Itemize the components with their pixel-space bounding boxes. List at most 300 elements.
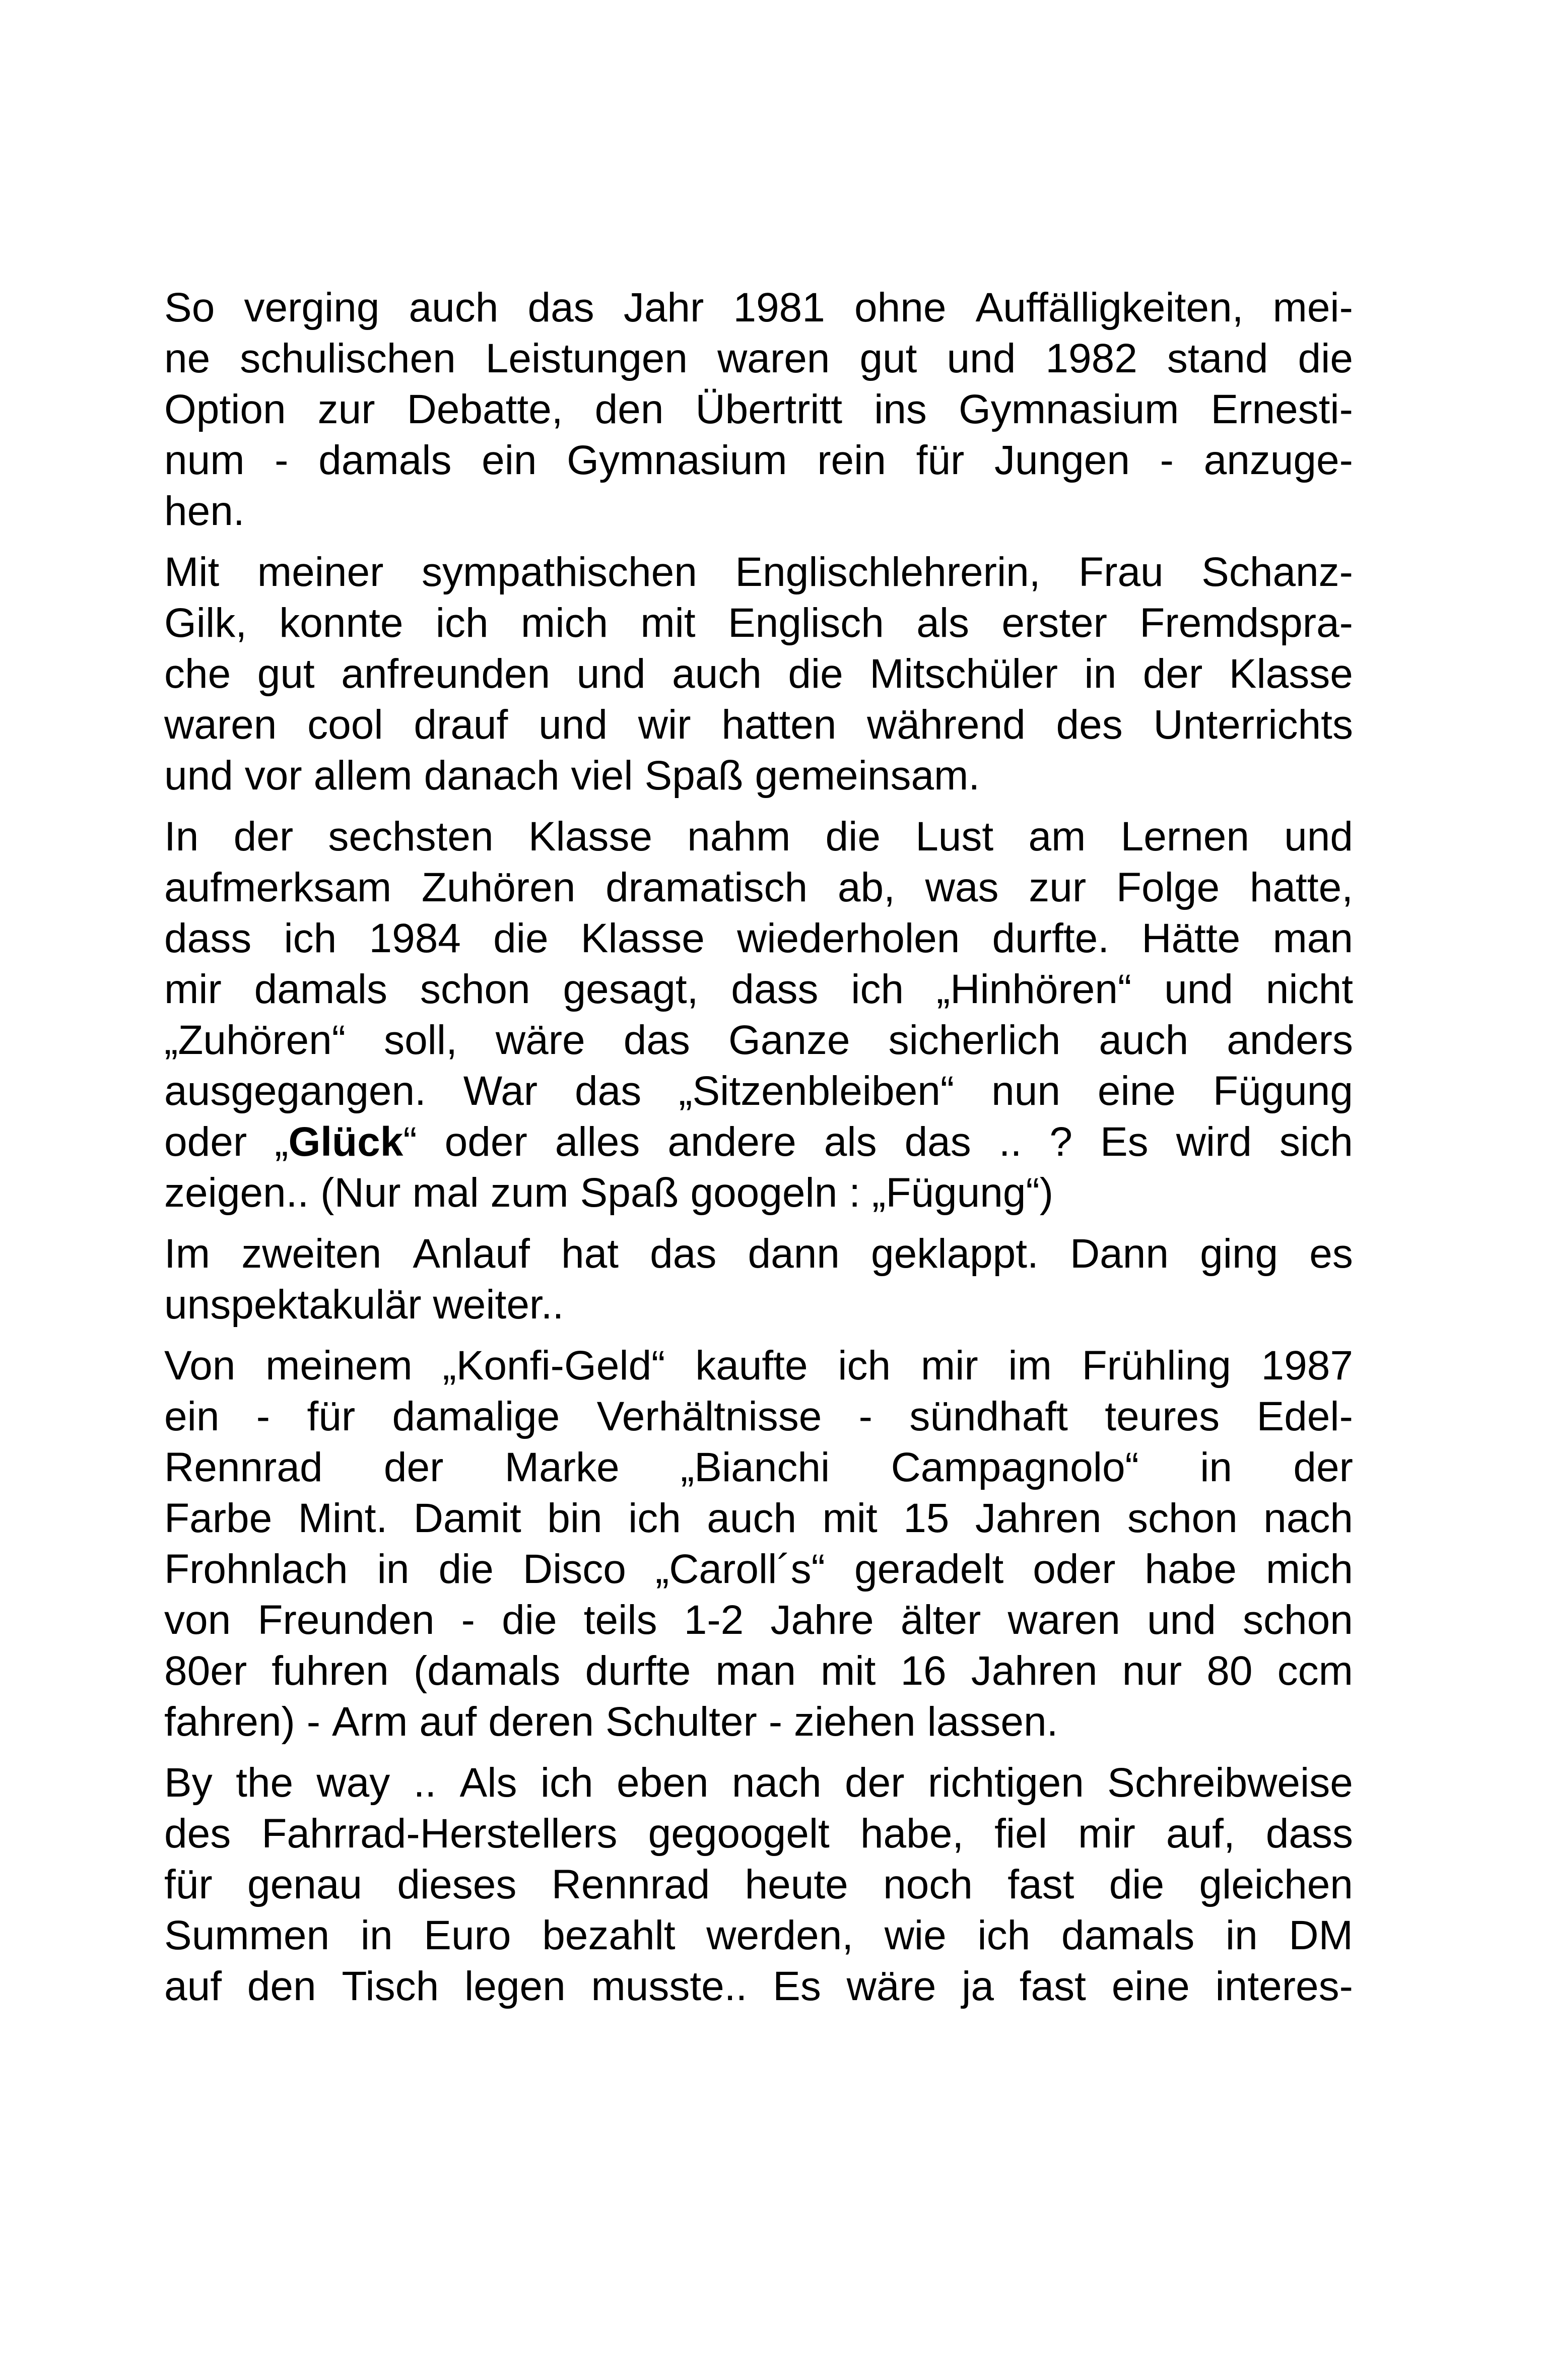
text-line bbox=[164, 1544, 1353, 1595]
word: die bbox=[502, 1597, 557, 1643]
word: der bbox=[383, 1444, 444, 1490]
word: waren bbox=[717, 336, 830, 381]
word: und bbox=[947, 336, 1016, 381]
word: - bbox=[768, 1699, 783, 1745]
word: viel bbox=[571, 753, 633, 799]
word: gleichen bbox=[1199, 1862, 1353, 1907]
word: oder bbox=[1033, 1546, 1116, 1592]
word: waren bbox=[164, 702, 277, 748]
text-line bbox=[164, 1391, 1353, 1442]
word: che bbox=[164, 651, 231, 697]
word: Fahrrad-Herstellers bbox=[261, 1811, 618, 1857]
text-line bbox=[164, 913, 1353, 964]
word: dieses bbox=[397, 1862, 517, 1907]
word: nur bbox=[1122, 1648, 1182, 1694]
word: DM bbox=[1289, 1912, 1353, 1958]
word: der bbox=[1293, 1444, 1353, 1490]
word: Rennrad bbox=[551, 1862, 710, 1907]
word: sicherlich bbox=[888, 1017, 1061, 1063]
text-line bbox=[164, 750, 1353, 801]
word: und bbox=[164, 753, 233, 799]
word: Summen bbox=[164, 1912, 330, 1958]
word: man bbox=[715, 1648, 796, 1694]
text-line bbox=[164, 1116, 1353, 1167]
word: legen bbox=[464, 1963, 566, 2009]
word: - bbox=[858, 1394, 872, 1439]
word: habe, bbox=[860, 1811, 964, 1857]
word: Es bbox=[1100, 1119, 1149, 1165]
word: Frau bbox=[1079, 549, 1164, 595]
word: Lust bbox=[915, 814, 994, 860]
word: damals bbox=[254, 966, 387, 1012]
word: rein bbox=[817, 437, 886, 483]
word: Schulter bbox=[605, 1699, 757, 1745]
word: dass bbox=[731, 966, 819, 1012]
word: Dann bbox=[1069, 1231, 1169, 1277]
word: eine bbox=[1111, 1963, 1190, 2009]
word: kaufte bbox=[695, 1343, 808, 1389]
word: nach bbox=[1263, 1495, 1353, 1541]
word: soll, bbox=[384, 1017, 457, 1063]
word: Freunden bbox=[257, 1597, 435, 1643]
word: sympathischen bbox=[421, 549, 697, 595]
word: danach bbox=[424, 753, 560, 799]
word: sündhaft bbox=[909, 1394, 1068, 1439]
word: der bbox=[233, 814, 294, 860]
word: Englisch bbox=[727, 600, 884, 646]
word: Mint. bbox=[298, 1495, 388, 1541]
word: zeigen.. bbox=[164, 1170, 309, 1216]
word: 80 bbox=[1206, 1648, 1253, 1694]
word: zur bbox=[1029, 865, 1087, 910]
word: Spaß bbox=[644, 753, 744, 799]
word: in bbox=[377, 1546, 410, 1592]
word: es bbox=[1309, 1231, 1353, 1277]
word: habe bbox=[1145, 1546, 1237, 1592]
word: - bbox=[306, 1699, 321, 1745]
word: Option bbox=[164, 386, 286, 432]
word: den bbox=[247, 1963, 316, 2009]
word: 1982 bbox=[1045, 336, 1137, 381]
word: fast bbox=[1019, 1963, 1086, 2009]
word: dramatisch bbox=[606, 865, 808, 910]
word: durfte. bbox=[992, 915, 1110, 961]
word: Als bbox=[459, 1760, 517, 1806]
word: Klasse bbox=[580, 915, 705, 961]
word: geradelt bbox=[854, 1546, 1004, 1592]
word: älter bbox=[900, 1597, 981, 1643]
word: ich bbox=[540, 1760, 593, 1806]
word: .. bbox=[998, 1119, 1022, 1165]
word: 80er bbox=[164, 1648, 247, 1694]
word: 1-2 bbox=[684, 1597, 744, 1643]
word: mei- bbox=[1272, 285, 1353, 330]
word: vor bbox=[244, 753, 302, 799]
paragraph-3 bbox=[164, 811, 1353, 1218]
word: für bbox=[916, 437, 965, 483]
word: bin bbox=[547, 1495, 602, 1541]
word: cool bbox=[307, 702, 383, 748]
word: fuhren bbox=[272, 1648, 389, 1694]
word: das bbox=[575, 1068, 642, 1114]
word: teils bbox=[583, 1597, 657, 1643]
word: Übertritt bbox=[695, 386, 843, 432]
word: meiner bbox=[257, 549, 384, 595]
word: Campagnolo“ bbox=[891, 1444, 1139, 1490]
paragraph-1 bbox=[164, 282, 1353, 537]
word: anfreunden bbox=[341, 651, 551, 697]
word: mir bbox=[920, 1343, 978, 1389]
word: ich bbox=[628, 1495, 681, 1541]
word: ich bbox=[838, 1343, 891, 1389]
word: nun bbox=[991, 1068, 1060, 1114]
word: auf bbox=[164, 1963, 222, 2009]
word: gemeinsam. bbox=[755, 753, 980, 799]
word: wäre bbox=[495, 1017, 585, 1063]
word: way bbox=[316, 1760, 390, 1806]
text-line bbox=[164, 1757, 1353, 1808]
word: damalige bbox=[392, 1394, 560, 1439]
word: konnte bbox=[279, 600, 403, 646]
word: die bbox=[825, 814, 881, 860]
text-line bbox=[164, 384, 1353, 435]
word: als bbox=[824, 1119, 877, 1165]
word: „Bianchi bbox=[680, 1444, 830, 1490]
word: und bbox=[1284, 814, 1353, 860]
text-line bbox=[164, 1015, 1353, 1066]
word: oder bbox=[444, 1119, 527, 1165]
word: ziehen bbox=[794, 1699, 916, 1745]
word: sechsten bbox=[328, 814, 494, 860]
word: Jahre bbox=[770, 1597, 874, 1643]
word: interes- bbox=[1215, 1963, 1353, 2009]
word: erster bbox=[1001, 600, 1107, 646]
word: deren bbox=[488, 1699, 594, 1745]
word: Frohnlach bbox=[164, 1546, 348, 1592]
word: schon bbox=[420, 966, 530, 1012]
word: schon bbox=[1127, 1495, 1238, 1541]
word: noch bbox=[883, 1862, 973, 1907]
word: ohne bbox=[854, 285, 947, 330]
word: die bbox=[493, 915, 549, 961]
word: wiederholen bbox=[737, 915, 960, 961]
word: (Nur bbox=[320, 1170, 401, 1216]
word: in bbox=[1225, 1912, 1258, 1958]
word: gesagt, bbox=[563, 966, 699, 1012]
text-line bbox=[164, 282, 1353, 333]
text-line bbox=[164, 699, 1353, 750]
word: nach bbox=[731, 1760, 822, 1806]
word: die bbox=[788, 651, 843, 697]
word: 1987 bbox=[1261, 1343, 1353, 1389]
body-text bbox=[164, 282, 1353, 2022]
word: die bbox=[1298, 336, 1353, 381]
word: „Glück“ bbox=[275, 1119, 417, 1165]
word: nicht bbox=[1265, 966, 1353, 1012]
word: Leistungen bbox=[485, 336, 688, 381]
word: meinem bbox=[265, 1343, 413, 1389]
word: zur bbox=[317, 386, 375, 432]
word: der bbox=[1142, 651, 1203, 697]
word: Farbe bbox=[164, 1495, 273, 1541]
word: ccm bbox=[1277, 1648, 1353, 1694]
word: ne bbox=[164, 336, 211, 381]
word: Folge bbox=[1116, 865, 1220, 910]
word: Debatte, bbox=[407, 386, 563, 432]
word: als bbox=[916, 600, 970, 646]
word: mit bbox=[822, 1495, 878, 1541]
word: zum bbox=[490, 1170, 569, 1216]
word: werden, bbox=[706, 1912, 854, 1958]
word: wird bbox=[1176, 1119, 1252, 1165]
word: in bbox=[1084, 651, 1117, 697]
word: „Konfi-Geld“ bbox=[442, 1343, 665, 1389]
text-line bbox=[164, 1859, 1353, 1910]
word: auch bbox=[1099, 1017, 1189, 1063]
word: 1984 bbox=[369, 915, 461, 961]
word: ein bbox=[482, 437, 537, 483]
word: - bbox=[275, 437, 289, 483]
word: durfte bbox=[585, 1648, 691, 1694]
word: mir bbox=[164, 966, 222, 1012]
word: Klasse bbox=[1229, 651, 1353, 697]
text-line bbox=[164, 1167, 1353, 1218]
word: Tisch bbox=[342, 1963, 439, 2009]
word: Zuhören bbox=[421, 865, 576, 910]
word: musste.. bbox=[591, 1963, 748, 2009]
word: Arm bbox=[332, 1699, 408, 1745]
word: „Hinhören“ bbox=[936, 966, 1132, 1012]
word: geklappt. bbox=[871, 1231, 1039, 1277]
word: Rennrad bbox=[164, 1444, 323, 1490]
word: während bbox=[867, 702, 1026, 748]
word: ich bbox=[851, 966, 904, 1012]
word: anders bbox=[1227, 1017, 1353, 1063]
word: dann bbox=[748, 1231, 840, 1277]
word: den bbox=[594, 386, 664, 432]
word: nahm bbox=[687, 814, 791, 860]
paragraph-2 bbox=[164, 547, 1353, 801]
word: sich bbox=[1280, 1119, 1353, 1165]
word: Gymnasium bbox=[958, 386, 1179, 432]
word: und bbox=[1164, 966, 1233, 1012]
word: mich bbox=[520, 600, 609, 646]
word: Jahren bbox=[975, 1495, 1102, 1541]
word: anzuge- bbox=[1203, 437, 1353, 483]
word: und bbox=[1147, 1597, 1216, 1643]
word: wäre bbox=[846, 1963, 936, 2009]
word: auch bbox=[707, 1495, 797, 1541]
text-line bbox=[164, 1645, 1353, 1696]
bold-word: Glück bbox=[288, 1119, 403, 1165]
word: Damit bbox=[413, 1495, 521, 1541]
word: am bbox=[1028, 814, 1086, 860]
word: fast bbox=[1007, 1862, 1074, 1907]
text-line bbox=[164, 1910, 1353, 1961]
word: mit bbox=[821, 1648, 876, 1694]
word: ich bbox=[977, 1912, 1031, 1958]
word: die bbox=[438, 1546, 494, 1592]
word: allem bbox=[313, 753, 413, 799]
paragraph-4 bbox=[164, 1228, 1353, 1330]
word: Fremdspra- bbox=[1139, 600, 1353, 646]
word: gegoogelt bbox=[648, 1811, 830, 1857]
word: stand bbox=[1167, 336, 1268, 381]
word: In bbox=[164, 814, 199, 860]
word: hen. bbox=[164, 488, 245, 534]
word: des bbox=[164, 1811, 231, 1857]
word: man bbox=[1272, 915, 1353, 961]
word: teures bbox=[1105, 1394, 1220, 1439]
word: Gilk, bbox=[164, 600, 247, 646]
paragraph-6 bbox=[164, 1757, 1353, 2012]
word: ich bbox=[284, 915, 337, 961]
word: andere bbox=[667, 1119, 796, 1165]
word: „Sitzenbleiben“ bbox=[679, 1068, 955, 1114]
word: the bbox=[236, 1760, 294, 1806]
text-line bbox=[164, 598, 1353, 648]
text-line bbox=[164, 862, 1353, 913]
word: Ernesti- bbox=[1210, 386, 1353, 432]
word: ging bbox=[1200, 1231, 1279, 1277]
word: ab, bbox=[837, 865, 895, 910]
text-line bbox=[164, 1066, 1353, 1116]
word: - bbox=[461, 1597, 475, 1643]
word: - bbox=[256, 1394, 271, 1439]
word: ins bbox=[874, 386, 927, 432]
word: in bbox=[1200, 1444, 1233, 1490]
paragraph-5 bbox=[164, 1340, 1353, 1747]
word: Jahren bbox=[971, 1648, 1098, 1694]
word: ein bbox=[164, 1394, 220, 1439]
word: unspektakulär bbox=[164, 1282, 422, 1328]
word: in bbox=[360, 1912, 393, 1958]
text-line bbox=[164, 1493, 1353, 1544]
word: Lernen bbox=[1120, 814, 1249, 860]
word: Es bbox=[773, 1963, 821, 2009]
text-line bbox=[164, 547, 1353, 598]
word: lassen. bbox=[927, 1699, 1058, 1745]
word: Mit bbox=[164, 549, 220, 595]
word: „Zuhören“ bbox=[164, 1017, 346, 1063]
text-line bbox=[164, 1595, 1353, 1645]
word: dass bbox=[1265, 1811, 1353, 1857]
text-line bbox=[164, 435, 1353, 486]
word: num bbox=[164, 437, 245, 483]
word: schon bbox=[1243, 1597, 1353, 1643]
word: War bbox=[463, 1068, 538, 1114]
word: dass bbox=[164, 915, 252, 961]
word: genau bbox=[247, 1862, 363, 1907]
word: auf bbox=[419, 1699, 477, 1745]
word: - bbox=[1160, 437, 1174, 483]
word: verging bbox=[244, 285, 380, 330]
word: Anlauf bbox=[413, 1231, 530, 1277]
word: Auffälligkeiten, bbox=[975, 285, 1244, 330]
text-line bbox=[164, 1808, 1353, 1859]
text-line bbox=[164, 648, 1353, 699]
word: mir bbox=[1078, 1811, 1135, 1857]
word: Jungen bbox=[994, 437, 1130, 483]
word: heute bbox=[745, 1862, 848, 1907]
word: googeln bbox=[690, 1170, 838, 1216]
word: 16 bbox=[900, 1648, 947, 1694]
word: fiel bbox=[994, 1811, 1047, 1857]
word: mit bbox=[640, 600, 696, 646]
word: auch bbox=[409, 285, 499, 330]
word: mal bbox=[412, 1170, 479, 1216]
word: im bbox=[1008, 1343, 1052, 1389]
word: die bbox=[1109, 1862, 1165, 1907]
word: von bbox=[164, 1597, 231, 1643]
word: das bbox=[904, 1119, 971, 1165]
word: So bbox=[164, 285, 215, 330]
word: „Caroll´s“ bbox=[655, 1546, 825, 1592]
word: das bbox=[650, 1231, 717, 1277]
word: eben bbox=[617, 1760, 709, 1806]
word: : bbox=[849, 1170, 861, 1216]
word: Mitschüler bbox=[869, 651, 1058, 697]
word: alles bbox=[555, 1119, 640, 1165]
word: Gymnasium bbox=[567, 437, 787, 483]
word: .. bbox=[413, 1760, 437, 1806]
word: aufmerksam bbox=[164, 865, 392, 910]
text-line bbox=[164, 486, 1353, 537]
text-line bbox=[164, 1442, 1353, 1493]
word: drauf bbox=[414, 702, 508, 748]
word: schulischen bbox=[240, 336, 456, 381]
word: Verhältnisse bbox=[596, 1394, 822, 1439]
word: wir bbox=[638, 702, 691, 748]
word: Spaß bbox=[580, 1170, 679, 1216]
word: 15 bbox=[903, 1495, 950, 1541]
word: „Fügung“) bbox=[872, 1170, 1054, 1216]
word: Englischlehrerin, bbox=[735, 549, 1041, 595]
text-line bbox=[164, 1279, 1353, 1330]
word: Klasse bbox=[528, 814, 652, 860]
word: für bbox=[164, 1862, 213, 1907]
word: fahren) bbox=[164, 1699, 295, 1745]
word: das bbox=[527, 285, 594, 330]
word: Frühling bbox=[1082, 1343, 1231, 1389]
word: damals bbox=[1061, 1912, 1195, 1958]
word: ich bbox=[435, 600, 489, 646]
word: was bbox=[925, 865, 999, 910]
text-line bbox=[164, 964, 1353, 1015]
word: waren bbox=[1007, 1597, 1120, 1643]
word: mich bbox=[1265, 1546, 1353, 1592]
word: Disco bbox=[522, 1546, 626, 1592]
word: gut bbox=[257, 651, 315, 697]
word: gut bbox=[859, 336, 917, 381]
word: bezahlt bbox=[542, 1912, 676, 1958]
word: Im bbox=[164, 1231, 211, 1277]
text-line bbox=[164, 1340, 1353, 1391]
word: eine bbox=[1097, 1068, 1176, 1114]
word: wie bbox=[884, 1912, 947, 1958]
text-line bbox=[164, 333, 1353, 384]
word: Unterrichts bbox=[1153, 702, 1353, 748]
word: Marke bbox=[504, 1444, 620, 1490]
word: das bbox=[623, 1017, 690, 1063]
word: und bbox=[539, 702, 608, 748]
word: Jahr bbox=[623, 285, 704, 330]
word: auch bbox=[671, 651, 762, 697]
word: für bbox=[307, 1394, 356, 1439]
word: richtigen bbox=[927, 1760, 1084, 1806]
word: Schreibweise bbox=[1107, 1760, 1353, 1806]
word: zweiten bbox=[241, 1231, 382, 1277]
